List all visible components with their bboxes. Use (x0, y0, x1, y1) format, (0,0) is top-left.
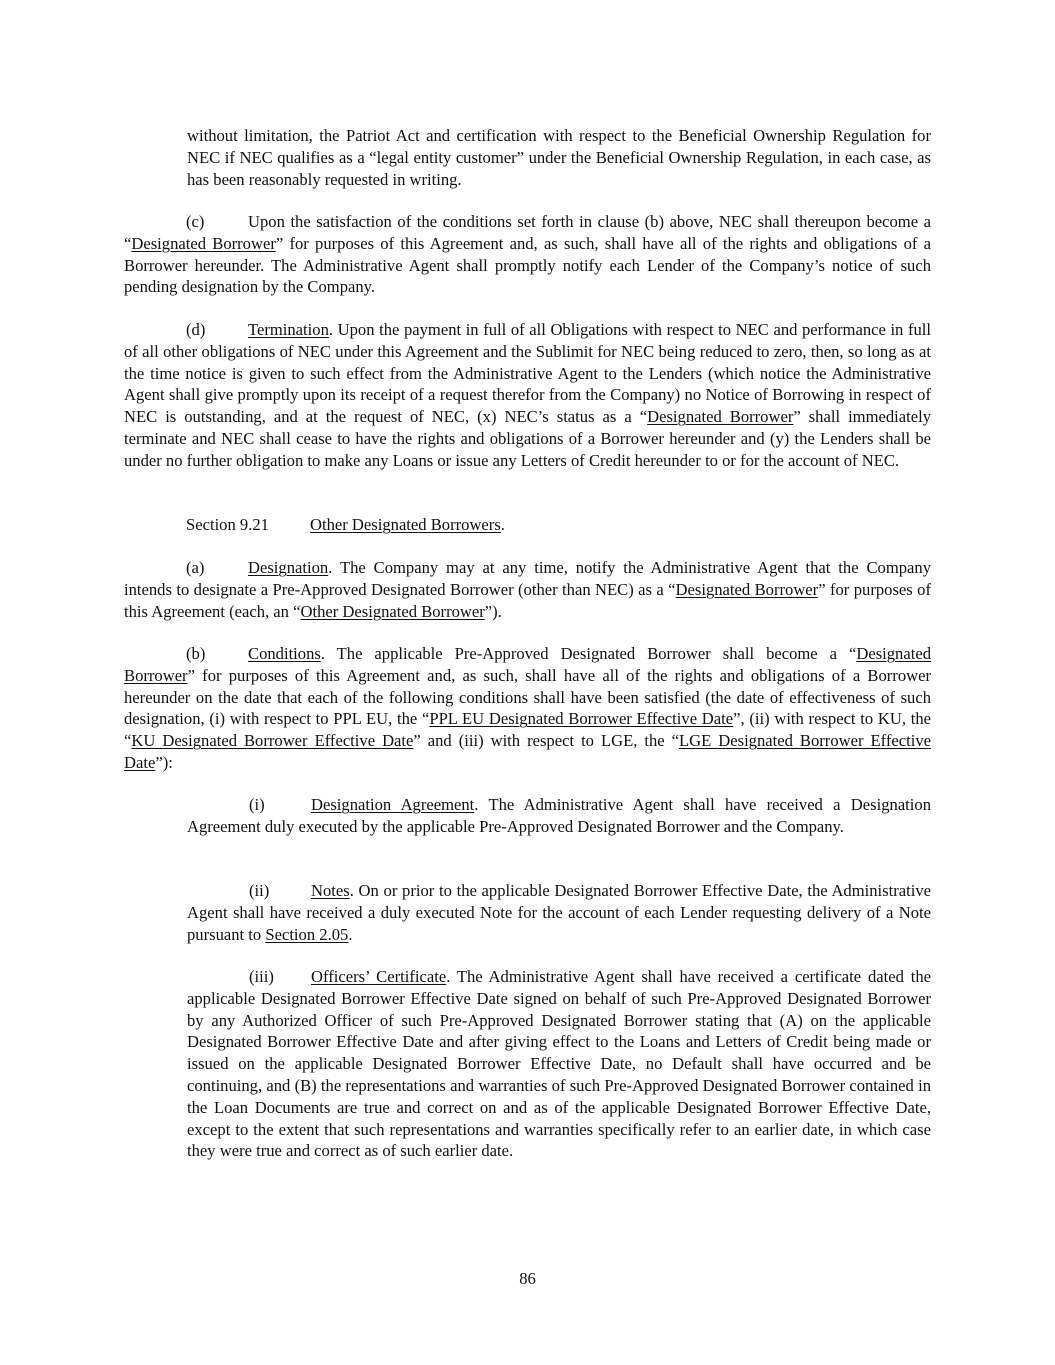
paragraph-b: (b) Conditions. The applicable Pre-Approved Designated Borrower shall become a “Designated Borrower” for purposes of this Agreement and, as such, shall have all of the rights and obligations of a Borrower hereunder on the date that each of the following conditions shall have been satisfied (the date of effectiveness of such designation, (i) with respect to PPL EU, the “PPL EU Designated Borrower Effective Date”, (ii) with respect to KU, the “KU Designated Borrower Effective Date” and (iii) with respect to LGE, the “LGE Designated Borrower Effective Date”): (124, 644, 931, 772)
paragraph-c: (c) Upon the satisfaction of the conditions set forth in clause (b) above, NEC shall thereupon become a “Designated Borrower” for purposes of this Agreement and, as such, shall have all of the rights and obligations of a Borrower hereunder. The Administrative Agent shall promptly notify each Lender of the Company’s notice of such pending designation by the Company. (124, 212, 931, 297)
paragraph-ii: (ii) Notes. On or prior to the applicable Designated Borrower Effective Date, the Administrative Agent shall have received a duly executed Note for the account of each Lender requesting delivery of a Note pursuant to Section 2.05. (187, 881, 931, 944)
paragraph-iii: (iii) Officers’ Certificate. The Administrative Agent shall have received a certificate dated the applicable Designated Borrower Effective Date signed on behalf of such Pre-Approved Designated Borrower by any Authorized Officer of such Pre-Approved Designated Borrower stating that (A) on the applicable Designated Borrower Effective Date and after giving effect to the Loans and Letters of Credit being made or issued on the applicable Designated Borrower Effective Date, no Default shall have occurred and be continuing, and (B) the representations and warranties of such Pre-Approved Designated Borrower contained in the Loan Documents are true and correct on and as of the applicable Designated Borrower Effective Date, except to the extent that such representations and warranties specifically refer to an earlier date, in which case they were true and correct as of such earlier date. (187, 967, 931, 1161)
defined-term: Designated Borrower (647, 407, 794, 427)
section-heading: Section 9.21 Other Designated Borrowers. (186, 515, 505, 534)
defined-term: Designated Borrower (124, 644, 931, 685)
clause-heading: Conditions (248, 644, 321, 663)
clause-label: (b) (186, 644, 206, 663)
paragraph-continuation (187, 125, 931, 190)
clause-heading: Officers’ Certificate (311, 967, 447, 986)
clause-label: (i) (249, 795, 265, 814)
paragraph-text: without limitation, the Patriot Act and certification with respect to the Beneficial Ownership Regulation for NEC if NEC qualifies as a “legal entity customer” under the Beneficial Ownership Regulation, in each case, as has been reasonably requested in writing. (187, 126, 931, 189)
clause-heading: Notes (311, 881, 350, 900)
clause-heading: Designation Agreement (311, 795, 475, 814)
clause-heading: Termination (248, 320, 329, 339)
clause-heading: Designation (248, 558, 329, 577)
clause-label: (c) (186, 212, 205, 231)
defined-term: Designated Borrower (675, 579, 819, 599)
section-title: Other Designated Borrowers (310, 515, 501, 534)
clause-label: (ii) (249, 881, 270, 900)
defined-term: LGE Designated Borrower Effective Date (124, 731, 931, 772)
paragraph-a: (a) Designation. The Company may at any time, notify the Administrative Agent that the Company intends to designate a Pre-Approved Designated Borrower (other than NEC) as a “Designated Borrower” for purposes of this Agreement (each, an “Other Designated Borrower”). (124, 558, 931, 621)
paragraph-i: (i) Designation Agreement. The Administrative Agent shall have received a Designation Agreement duly executed by the applicable Pre-Approved Designated Borrower and the Company. (187, 795, 932, 836)
clause-label: (iii) (249, 967, 274, 986)
clause-label: (a) (186, 558, 205, 577)
clause-label: (d) (186, 320, 206, 339)
paragraph-d: (d) Termination. Upon the payment in full of all Obligations with respect to NEC and performance in full of all other obligations of NEC under this Agreement and the Sublimit for NEC being reduced to zero, then, so long as at the time notice is given to such effect from the Administrative Agent to the Lenders (which notice the Administrative Agent shall give promptly upon its receipt of a request therefor from the Company) no Notice of Borrowing in respect of NEC is outstanding, and at the request of NEC, (x) NEC’s status as a “Designated Borrower” shall immediately terminate and NEC shall cease to have the rights and obligations of a Borrower hereunder and (y) the Lenders shall be under no further obligation to make any Loans or issue any Letters of Credit hereunder to or for the account of NEC. (124, 320, 932, 470)
section-reference: Section 2.05 (265, 924, 349, 944)
section-number: Section 9.21 (186, 515, 269, 534)
page-number: 86 (519, 1269, 536, 1288)
defined-term: Other Designated Borrower (300, 601, 485, 621)
defined-term: PPL EU Designated Borrower Effective Date (429, 709, 734, 729)
defined-term: Designated Borrower (131, 233, 276, 253)
defined-term: KU Designated Borrower Effective Date (131, 731, 414, 751)
